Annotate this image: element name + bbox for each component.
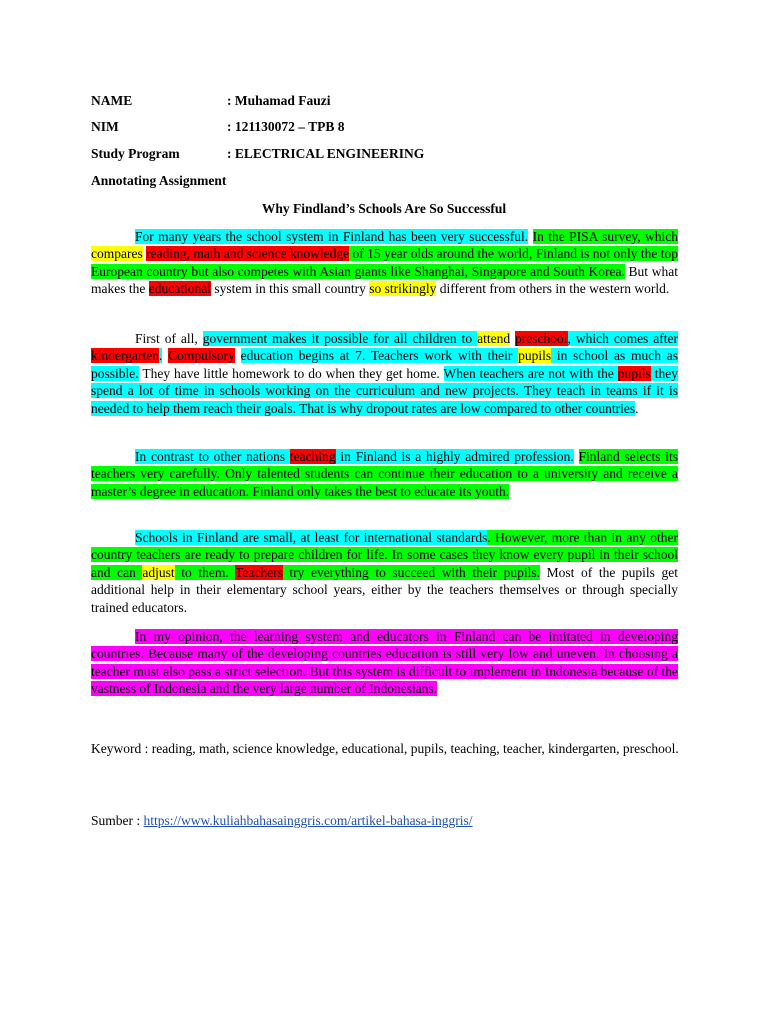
assignment-heading: Annotating Assignment bbox=[91, 173, 227, 188]
text-segment-highlight-r: Compulsory bbox=[168, 348, 235, 364]
text-segment-highlight-c: in Finland is a highly admired profession. bbox=[335, 449, 574, 464]
name-row bbox=[91, 93, 331, 109]
text-segment-highlight-r: reading, math and science knowledge bbox=[146, 246, 350, 262]
text-segment-highlight-r: educational bbox=[148, 281, 211, 297]
text-segment-highlight-r: teaching bbox=[289, 449, 336, 464]
text-segment-highlight-c: in school as much as possible. bbox=[91, 348, 678, 381]
text-segment: Most of the pupils get additional help in their elementary school years, either by the teachers themselves or through specially trained educators. bbox=[91, 564, 678, 615]
source-link[interactable]: https://www.kuliahbahasainggris.com/artikel-bahasa-inggris/ bbox=[143, 813, 473, 828]
text-segment-highlight-g: In the PISA survey, which bbox=[532, 229, 678, 244]
name-label: NAME bbox=[91, 93, 133, 108]
paragraph-5 bbox=[91, 628, 678, 698]
text-segment-highlight-g: Finland selects its teachers very carefully. Only talented students can continue their education to a university and receive a master’s degree in education. Finland only takes the best to educate its youth. bbox=[91, 449, 678, 499]
study-program-label: Study Program bbox=[91, 146, 180, 161]
text-segment-highlight-c: , which comes after bbox=[567, 331, 678, 346]
study-program-row bbox=[91, 146, 424, 162]
text-segment-highlight-r: preschool bbox=[515, 331, 568, 346]
text-segment-highlight-y: attend bbox=[477, 331, 511, 346]
text-segment: They have little homework to do when they get home. bbox=[138, 365, 444, 381]
text-segment-highlight-c: When teachers are not with the bbox=[443, 365, 618, 381]
text-segment-highlight-g: try everything to succeed with their pupils. bbox=[282, 564, 541, 580]
text-segment: . bbox=[635, 400, 639, 416]
text-segment-highlight-g: to them. bbox=[174, 564, 236, 580]
study-program-value: : ELECTRICAL ENGINEERING bbox=[227, 146, 425, 161]
text-segment-highlight-y: so strikingly bbox=[369, 281, 437, 297]
text-segment-highlight-c: education begins at 7. Teachers work with their bbox=[240, 348, 519, 364]
text-segment-highlight-c: they spend a lot of time in schools working on the curriculum and new projects. They teach in teams if it is needed to help them reach their goals. That is why dropout rates are low compared to other countries bbox=[91, 365, 678, 416]
paragraph-3 bbox=[91, 448, 678, 500]
paragraph-4 bbox=[91, 529, 678, 616]
text-segment-highlight-m: In my opinion, the learning system and educators in Finland can be imitated in developing countries. Because many of the developing countries education is still very low and uneven. In choosing a teacher must also pass a strict selection. But this system is difficult to implement in Indonesia because of the vastness of Indonesia and the very large number of Indonesians. bbox=[91, 629, 678, 697]
text-segment-highlight-c: . bbox=[158, 348, 163, 364]
text-segment-highlight-g: of 15 year olds around the world, Finland is not only the top European country but also competes with Asian giants like Shanghai, Singapore and South Korea. bbox=[91, 246, 679, 279]
nim-label: NIM bbox=[91, 119, 119, 134]
text-segment-highlight-c: In contrast to other nations bbox=[135, 449, 290, 464]
source-label: Sumber : bbox=[91, 813, 144, 828]
paragraph-2 bbox=[91, 330, 678, 417]
text-segment-highlight-r: Teachers bbox=[235, 564, 283, 580]
nim-value: : 121130072 – TPB 8 bbox=[227, 119, 345, 134]
text-segment bbox=[574, 449, 579, 464]
text-segment-highlight-c: government makes it possible for all children to bbox=[202, 331, 478, 346]
article-title: Why Findland’s Schools Are So Successful bbox=[261, 201, 507, 216]
text-segment-highlight-g: . However, more than in any other country teachers are ready to prepare children for life. In some cases they know every pupil in their school and can bbox=[91, 530, 678, 580]
text-segment: different from others in the western world. bbox=[436, 281, 670, 297]
text-segment-highlight-r: pupils bbox=[617, 365, 651, 381]
nim-row bbox=[91, 119, 345, 135]
text-segment: First of all, bbox=[135, 331, 203, 346]
text-segment: But what makes the bbox=[91, 263, 678, 297]
paragraph-1 bbox=[91, 228, 678, 298]
source-line bbox=[91, 812, 473, 829]
text-segment-highlight-c: Schools in Finland are small, at least for international standards bbox=[135, 530, 488, 545]
text-segment bbox=[528, 229, 532, 244]
text-segment-highlight-y: adjust bbox=[142, 564, 175, 580]
name-value: : Muhamad Fauzi bbox=[227, 93, 331, 108]
text-segment-highlight-c: For many years the school system in Finland has been very successful. bbox=[135, 229, 529, 244]
keyword-line: Keyword : reading, math, science knowledge, educational, pupils, teaching, teacher, kindergarten, preschool. bbox=[91, 741, 679, 756]
text-segment bbox=[235, 348, 241, 363]
text-segment-highlight-y: compares bbox=[91, 246, 143, 262]
text-segment: system in this small country bbox=[210, 281, 370, 297]
text-segment-highlight-y: pupils bbox=[518, 348, 552, 364]
text-segment-highlight-r: kindergarten bbox=[91, 348, 159, 364]
